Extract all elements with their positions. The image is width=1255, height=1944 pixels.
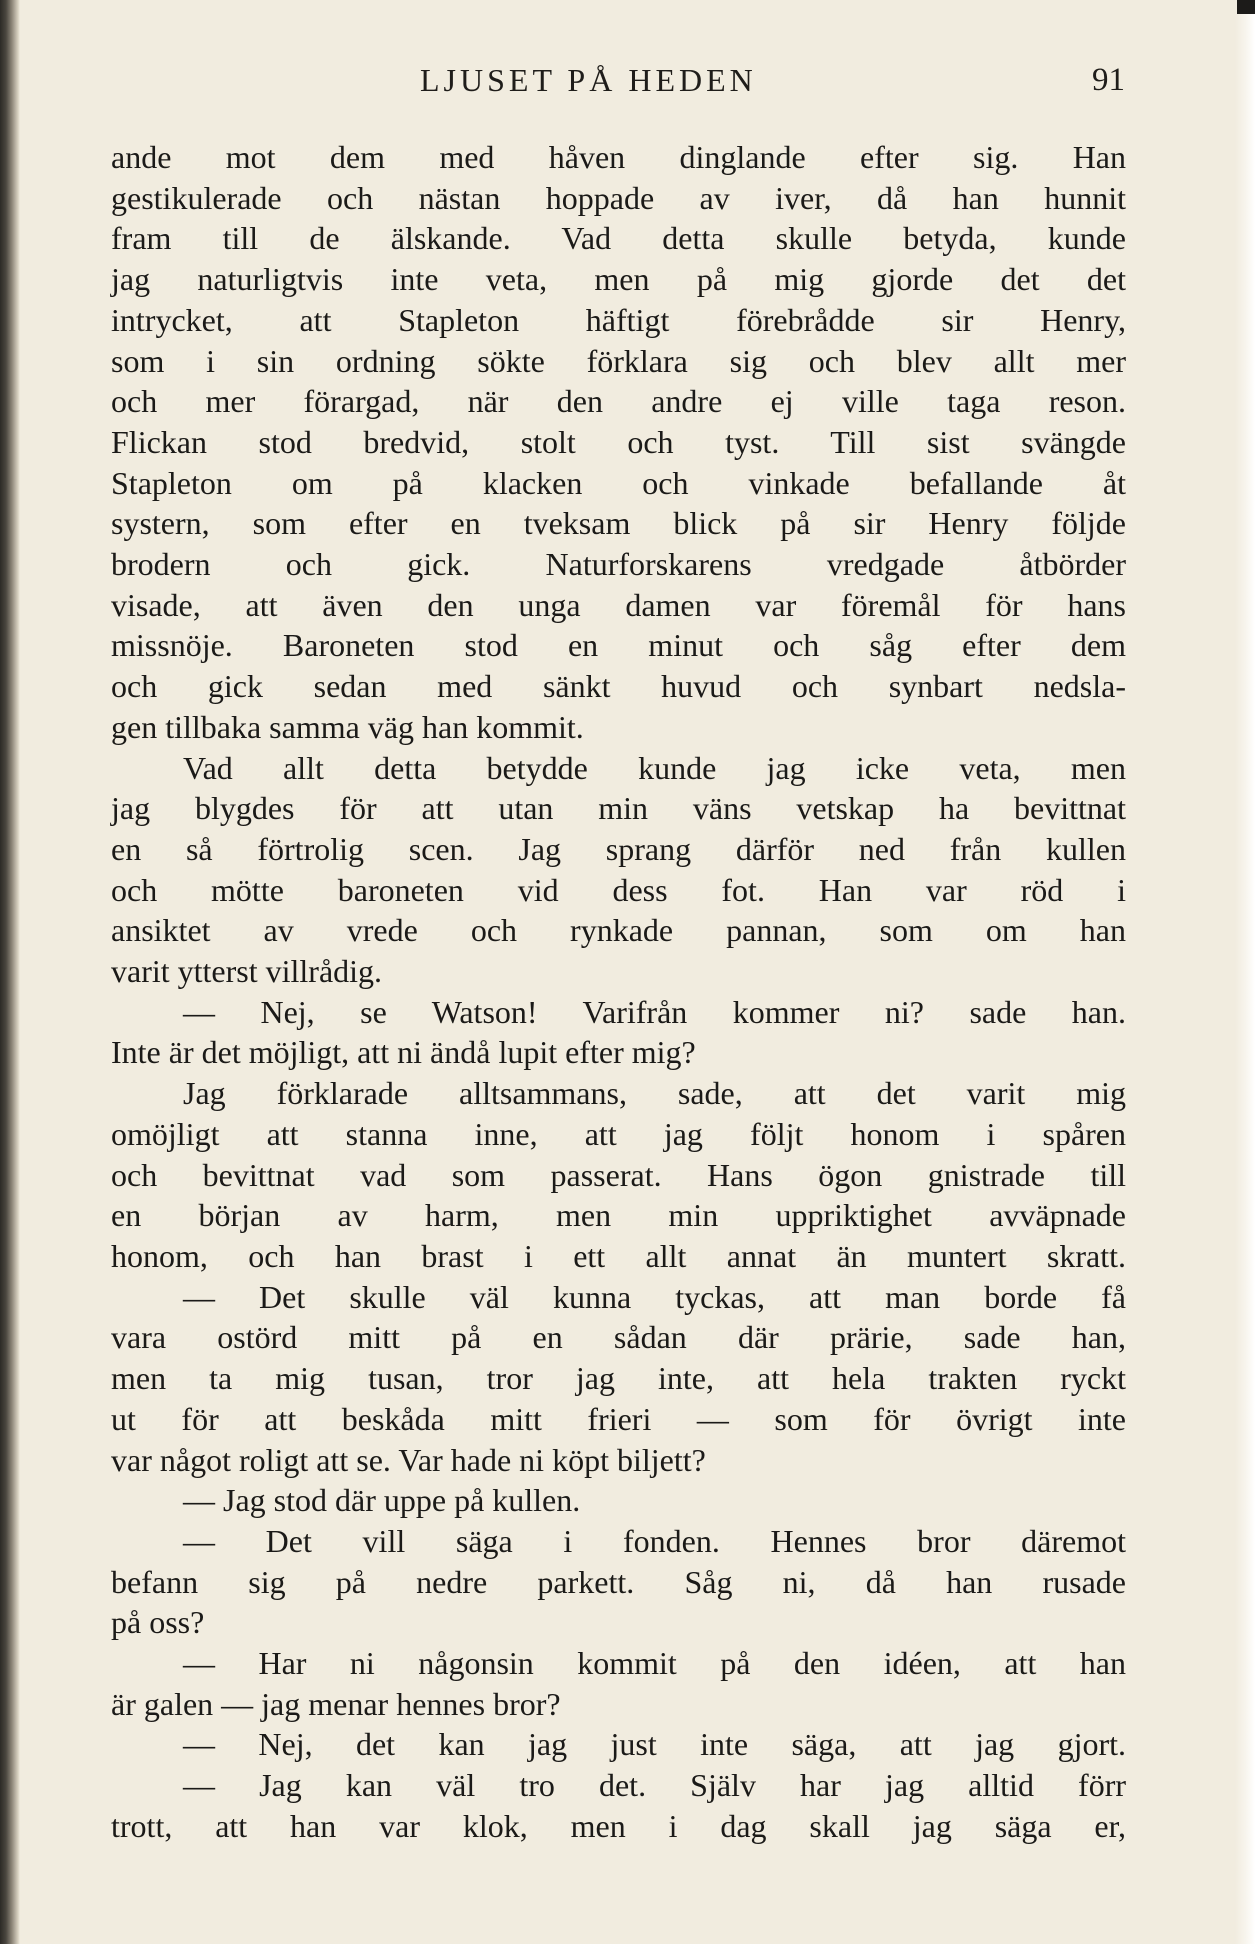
text-line: varit ytterst villrådig.: [111, 953, 383, 990]
text-line: honom, och han brast i ett allt annat än muntert skratt.: [111, 1237, 1126, 1274]
text-line: — Jag stod där uppe på kullen.: [183, 1482, 581, 1519]
text-line: systern, som efter en tveksam blick på sir Henry följde: [111, 505, 1126, 542]
page-number: 91: [1092, 62, 1125, 98]
text-line: — Jag kan väl tro det. Själv har jag alltid förr: [183, 1767, 1126, 1804]
text-line: och gick sedan med sänkt huvud och synbart nedsla-: [111, 668, 1126, 705]
text-line: — Det vill säga i fonden. Hennes bror däremot: [183, 1522, 1126, 1559]
text-line: brodern och gick. Naturforskarens vredgade åtbörder: [111, 546, 1126, 583]
text-line: missnöje. Baroneten stod en minut och såg efter dem: [111, 627, 1126, 664]
text-line: — Nej, se Watson! Varifrån kommer ni? sade han.: [183, 993, 1126, 1030]
text-line: jag naturligtvis inte veta, men på mig gjorde det det: [111, 261, 1126, 298]
text-line: trott, att han var klok, men i dag skall jag säga er,: [111, 1807, 1126, 1844]
text-line: intrycket, att Stapleton häftigt förebrådde sir Henry,: [111, 301, 1126, 338]
text-line: ut för att beskåda mitt frieri — som för övrigt inte: [111, 1400, 1126, 1437]
running-header: [110, 62, 1125, 110]
text-line: men ta mig tusan, tror jag inte, att hela trakten ryckt: [111, 1360, 1126, 1397]
text-line: omöjligt att stanna inne, att jag följt honom i spåren: [111, 1115, 1126, 1152]
text-line: fram till de älskande. Vad detta skulle betyda, kunde: [111, 220, 1126, 257]
text-line: Inte är det möjligt, att ni ändå lupit efter mig?: [111, 1034, 696, 1071]
text-line: och bevittnat vad som passerat. Hans ögon gnistrade till: [111, 1156, 1126, 1193]
text-line: visade, att även den unga damen var föremål för hans: [111, 586, 1126, 623]
page-edge: [1235, 0, 1255, 1944]
text-line: på oss?: [111, 1604, 205, 1641]
text-line: Flickan stod bredvid, stolt och tyst. Till sist svängde: [111, 423, 1126, 460]
text-line: som i sin ordning sökte förklara sig och blev allt mer: [111, 342, 1126, 379]
text-line: är galen — jag menar hennes bror?: [111, 1685, 561, 1722]
text-line: befann sig på nedre parkett. Såg ni, då han rusade: [111, 1563, 1126, 1600]
running-title: LJUSET PÅ HEDEN: [420, 62, 757, 98]
text-line: ande mot dem med håven dinglande efter sig. Han: [111, 139, 1126, 175]
text-line: Jag förklarade alltsammans, sade, att det varit mig: [183, 1075, 1126, 1112]
text-line: — Det skulle väl kunna tyckas, att man borde få: [183, 1278, 1126, 1315]
text-line: Stapleton om på klacken och vinkade befallande åt: [111, 464, 1126, 501]
text-line: en början av harm, men min uppriktighet avväpnade: [111, 1197, 1126, 1234]
text-line: Vad allt detta betydde kunde jag icke veta, men: [183, 749, 1126, 786]
body-text: [111, 137, 1126, 1847]
text-line: ansiktet av vrede och rynkade pannan, som om han: [111, 912, 1126, 949]
text-line: en så förtrolig scen. Jag sprang därför ned från kullen: [111, 830, 1126, 867]
text-line: vara ostörd mitt på en sådan där prärie, sade han,: [111, 1319, 1126, 1356]
text-line: var något roligt att se. Var hade ni köpt biljett?: [111, 1441, 706, 1478]
text-line: gestikulerade och nästan hoppade av iver, då han hunnit: [111, 179, 1126, 216]
text-line: — Har ni någonsin kommit på den idéen, att han: [183, 1645, 1126, 1682]
text-line: — Nej, det kan jag just inte säga, att jag gjort.: [183, 1726, 1126, 1763]
binding-edge: [0, 0, 20, 1944]
scan-corner-shadow: [1237, 0, 1255, 14]
text-line: och mötte baroneten vid dess fot. Han var röd i: [111, 871, 1126, 908]
text-line: gen tillbaka samma väg han kommit.: [111, 708, 584, 745]
text-line: jag blygdes för att utan min väns vetskap ha bevittnat: [111, 790, 1126, 827]
text-line: och mer förargad, när den andre ej ville taga reson.: [111, 383, 1126, 420]
